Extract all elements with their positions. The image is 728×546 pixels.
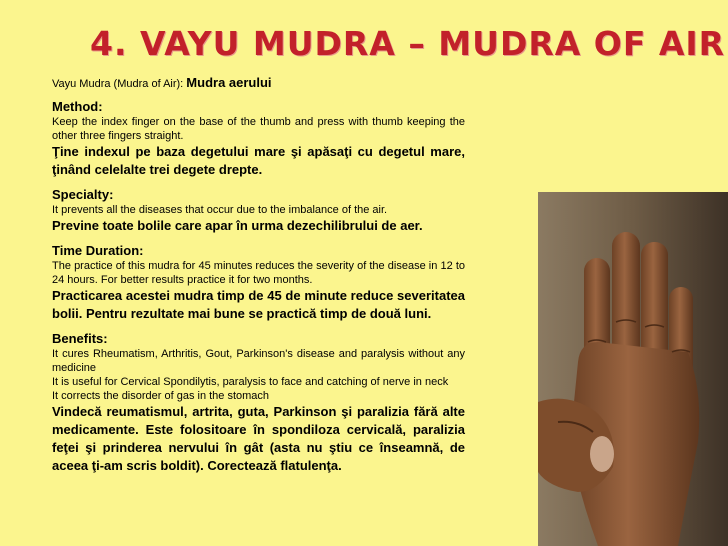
subtitle-en: Vayu Mudra (Mudra of Air): — [52, 78, 187, 90]
benefits-ro: Vindecă reumatismul, artrita, guta, Parkinson şi paralizia fără alte medicamente. Este folositoare în spondiloza cervicală, paralizia feţei şi prinderea nervului în gât (asta nu ştiu ce înseamnă, de aceea ţi-am scris boldit). Corectează flatulenţa. — [52, 404, 465, 473]
time-duration-heading: Time Duration: — [52, 243, 144, 258]
time-duration-ro: Practicarea acestei mudra timp de 45 de minute reduce severitatea bolii. Pentru rezultate mai bune se practică timp de două luni. — [52, 288, 465, 321]
specialty-ro: Previne toate bolile care apar în urma dezechilibrului de aer. — [52, 218, 423, 233]
benefits-en-3: It corrects the disorder of gas in the stomach — [52, 390, 270, 402]
benefits-en-2: It is useful for Cervical Spondilytis, paralysis to face and catching of nerve in neck — [52, 376, 449, 388]
subtitle — [52, 76, 465, 91]
specialty-section — [52, 187, 465, 235]
specialty-en: It prevents all the diseases that occur due to the imbalance of the air. — [52, 204, 388, 216]
specialty-heading: Specialty: — [52, 187, 114, 202]
benefits-heading: Benefits: — [52, 331, 108, 346]
method-section — [52, 99, 465, 179]
benefits-section — [52, 331, 465, 475]
hand-vayu-mudra-photo — [538, 192, 728, 546]
method-en: Keep the index finger on the base of the thumb and press with thumb keeping the other three fingers straight. — [52, 116, 465, 142]
time-duration-section — [52, 243, 465, 323]
hand-illustration-icon — [538, 192, 728, 546]
slide-content — [52, 76, 465, 483]
benefits-en-1: It cures Rheumatism, Arthritis, Gout, Parkinson's disease and paralysis without any medicine — [52, 348, 465, 374]
method-heading: Method: — [52, 99, 103, 114]
slide-title: 4. VAYU MUDRA – MUDRA OF AIR — [90, 24, 726, 63]
subtitle-ro: Mudra aerului — [186, 75, 272, 90]
method-ro: Ţine indexul pe baza degetului mare şi apăsaţi cu degetul mare, ţinând celelalte trei degete drepte. — [52, 144, 465, 177]
time-duration-en: The practice of this mudra for 45 minutes reduces the severity of the disease in 12 to 24 hours. For better results practice it for two months. — [52, 260, 465, 286]
